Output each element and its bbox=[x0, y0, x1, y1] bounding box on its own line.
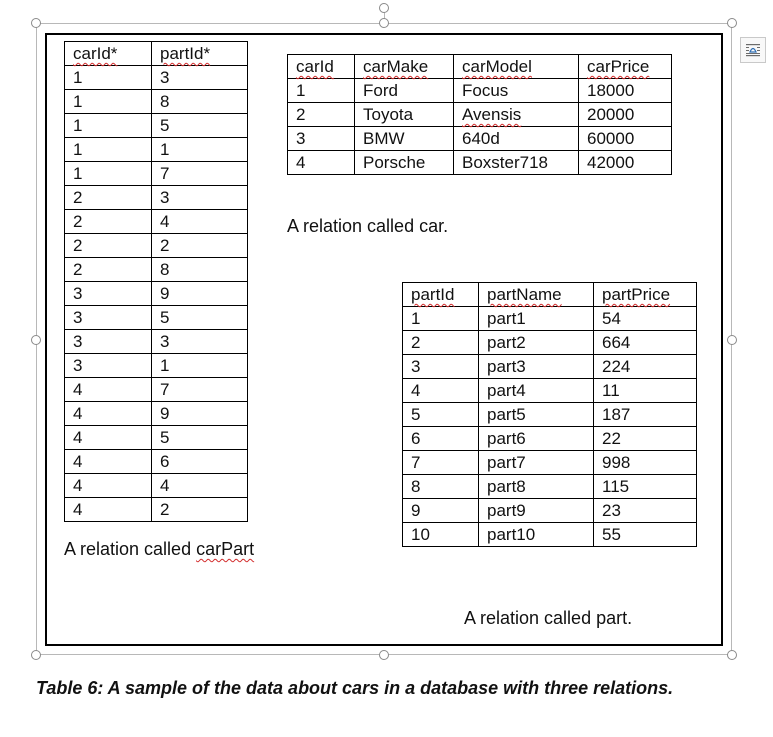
cell-text: part5 bbox=[487, 405, 526, 424]
table-cell bbox=[65, 282, 152, 306]
cell-text: 5 bbox=[160, 428, 170, 447]
cell-text: Boxster718 bbox=[462, 153, 548, 172]
table-cell bbox=[594, 355, 697, 379]
cell-text: 7 bbox=[411, 453, 421, 472]
carpart-caption: A relation called carPart bbox=[64, 539, 255, 559]
table-cell bbox=[579, 127, 672, 151]
column-header: partId bbox=[403, 283, 479, 307]
cell-text: 187 bbox=[602, 405, 631, 424]
cell-text: 2 bbox=[296, 105, 306, 124]
table-row bbox=[65, 90, 248, 114]
cell-text: 2 bbox=[73, 212, 83, 231]
table-cell bbox=[65, 66, 152, 90]
cell-text: 8 bbox=[160, 92, 170, 111]
resize-handle-top-right[interactable] bbox=[727, 18, 737, 28]
table-cell bbox=[594, 427, 697, 451]
cell-text: BMW bbox=[363, 129, 405, 148]
table-cell bbox=[479, 451, 594, 475]
cell-text: part9 bbox=[487, 501, 526, 520]
cell-text: Focus bbox=[462, 81, 509, 100]
cell-text: 8 bbox=[411, 477, 421, 496]
cell-text: 4 bbox=[296, 153, 306, 172]
table-cell bbox=[152, 426, 248, 450]
table-cell bbox=[65, 90, 152, 114]
table-row bbox=[65, 210, 248, 234]
cell-text: 3 bbox=[160, 332, 170, 351]
cell-text: 2 bbox=[160, 500, 170, 519]
cell-text: 4 bbox=[73, 428, 83, 447]
table-cell bbox=[152, 330, 248, 354]
table-cell bbox=[152, 402, 248, 426]
table-row bbox=[65, 114, 248, 138]
cell-text: 640d bbox=[462, 129, 500, 148]
table-cell bbox=[152, 138, 248, 162]
cell-text: 1 bbox=[73, 92, 83, 111]
cell-text: 5 bbox=[411, 405, 421, 424]
table-cell bbox=[479, 427, 594, 451]
part-table bbox=[402, 282, 697, 547]
table-row bbox=[65, 330, 248, 354]
cell-text: 664 bbox=[602, 333, 631, 352]
table-cell bbox=[65, 498, 152, 522]
cell-text: 2 bbox=[160, 236, 170, 255]
cell-text: 5 bbox=[160, 308, 170, 327]
table-cell bbox=[403, 331, 479, 355]
table-header-row bbox=[403, 283, 697, 307]
table-cell bbox=[479, 307, 594, 331]
table-row bbox=[403, 475, 697, 499]
column-header: partPrice bbox=[594, 283, 697, 307]
cell-text: 6 bbox=[411, 429, 421, 448]
table-cell bbox=[479, 523, 594, 547]
table-cell bbox=[579, 103, 672, 127]
resize-handle-bottom-right[interactable] bbox=[727, 650, 737, 660]
cell-text: 1 bbox=[296, 81, 306, 100]
resize-handle-top-left[interactable] bbox=[31, 18, 41, 28]
table-cell bbox=[65, 138, 152, 162]
table-cell bbox=[579, 79, 672, 103]
cell-text: part7 bbox=[487, 453, 526, 472]
cell-text: 3 bbox=[73, 356, 83, 375]
table-cell bbox=[65, 258, 152, 282]
table-cell bbox=[152, 66, 248, 90]
resize-handle-left[interactable] bbox=[31, 335, 41, 345]
table-cell bbox=[152, 378, 248, 402]
cell-text: part3 bbox=[487, 357, 526, 376]
table-cell bbox=[152, 186, 248, 210]
car-caption: A relation called car. bbox=[287, 216, 449, 236]
cell-text: 4 bbox=[73, 500, 83, 519]
table-cell bbox=[479, 379, 594, 403]
table-cell bbox=[152, 258, 248, 282]
table-cell bbox=[594, 523, 697, 547]
table-row bbox=[65, 378, 248, 402]
table-cell bbox=[479, 403, 594, 427]
table-row bbox=[403, 307, 697, 331]
cell-text: 3 bbox=[73, 284, 83, 303]
table-row bbox=[65, 162, 248, 186]
table-cell bbox=[594, 379, 697, 403]
column-header: carId* bbox=[65, 42, 152, 66]
cell-text: 1 bbox=[73, 140, 83, 159]
cell-text: 55 bbox=[602, 525, 621, 544]
cell-text: Toyota bbox=[363, 105, 414, 124]
table-header-row bbox=[288, 55, 672, 79]
cell-text: 4 bbox=[73, 404, 83, 423]
table-cell bbox=[454, 151, 579, 175]
cell-text: 1 bbox=[160, 140, 170, 159]
cell-text: 3 bbox=[411, 357, 421, 376]
rotation-handle[interactable] bbox=[379, 3, 389, 13]
column-header: partId* bbox=[152, 42, 248, 66]
table-cell bbox=[65, 378, 152, 402]
table-row bbox=[65, 138, 248, 162]
table-cell bbox=[152, 474, 248, 498]
table-cell bbox=[288, 151, 355, 175]
table-row bbox=[288, 79, 672, 103]
part-caption: A relation called part. bbox=[464, 608, 633, 628]
table-cell bbox=[594, 451, 697, 475]
layout-options-button[interactable] bbox=[740, 37, 766, 63]
table-cell bbox=[65, 186, 152, 210]
table-row bbox=[403, 331, 697, 355]
cell-text: 2 bbox=[73, 260, 83, 279]
column-header: carPrice bbox=[579, 55, 672, 79]
table-cell bbox=[403, 403, 479, 427]
cell-text: 115 bbox=[602, 477, 630, 496]
column-header: carMake bbox=[355, 55, 454, 79]
table-row bbox=[65, 234, 248, 258]
table-cell bbox=[479, 475, 594, 499]
column-header: carId bbox=[288, 55, 355, 79]
cell-text: part4 bbox=[487, 381, 526, 400]
table-row bbox=[403, 403, 697, 427]
table-cell bbox=[65, 234, 152, 258]
table-cell bbox=[152, 306, 248, 330]
table-row bbox=[403, 427, 697, 451]
resize-handle-bottom[interactable] bbox=[379, 650, 389, 660]
table-cell bbox=[594, 307, 697, 331]
cell-text: 4 bbox=[160, 212, 170, 231]
table-cell bbox=[355, 151, 454, 175]
cell-text: 3 bbox=[73, 308, 83, 327]
cell-text: 5 bbox=[160, 116, 170, 135]
table-row bbox=[288, 151, 672, 175]
cell-text: 42000 bbox=[587, 153, 635, 172]
table-cell bbox=[403, 355, 479, 379]
table-row bbox=[288, 103, 672, 127]
table-cell bbox=[152, 162, 248, 186]
cell-text: 7 bbox=[160, 164, 170, 183]
car-table bbox=[287, 54, 672, 175]
table-cell bbox=[403, 451, 479, 475]
cell-text: 2 bbox=[411, 333, 421, 352]
table-cell bbox=[479, 355, 594, 379]
cell-text: 60000 bbox=[587, 129, 635, 148]
cell-text: 2 bbox=[73, 236, 83, 255]
cell-text: 8 bbox=[160, 260, 170, 279]
table-cell bbox=[403, 379, 479, 403]
table-row bbox=[403, 499, 697, 523]
cell-text: 23 bbox=[602, 501, 621, 520]
table-cell bbox=[579, 151, 672, 175]
table-cell bbox=[288, 127, 355, 151]
resize-handle-right[interactable] bbox=[727, 335, 737, 345]
table-row bbox=[288, 127, 672, 151]
table-row bbox=[65, 498, 248, 522]
cell-text: Porsche bbox=[363, 153, 426, 172]
table-cell bbox=[479, 331, 594, 355]
table-cell bbox=[403, 427, 479, 451]
cell-text: 224 bbox=[602, 357, 631, 376]
cell-text: part6 bbox=[487, 429, 526, 448]
cell-text: part10 bbox=[487, 525, 536, 544]
table-cell bbox=[355, 127, 454, 151]
cell-text: 1 bbox=[411, 309, 421, 328]
table-cell bbox=[355, 103, 454, 127]
table-cell bbox=[152, 450, 248, 474]
cell-text: 1 bbox=[160, 356, 170, 375]
table-row bbox=[65, 474, 248, 498]
table-cell bbox=[454, 103, 579, 127]
cell-text: 11 bbox=[602, 381, 620, 400]
cell-text: 4 bbox=[73, 476, 83, 495]
table-row bbox=[65, 426, 248, 450]
table-cell bbox=[65, 330, 152, 354]
table-cell bbox=[454, 127, 579, 151]
cell-text: 2 bbox=[73, 188, 83, 207]
cell-text: 22 bbox=[602, 429, 621, 448]
table-cell bbox=[288, 79, 355, 103]
table-row bbox=[65, 402, 248, 426]
table-cell bbox=[65, 114, 152, 138]
table-cell bbox=[65, 306, 152, 330]
table-cell bbox=[65, 426, 152, 450]
resize-handle-bottom-left[interactable] bbox=[31, 650, 41, 660]
cell-text: 10 bbox=[411, 525, 430, 544]
column-header: carModel bbox=[454, 55, 579, 79]
table-cell bbox=[65, 474, 152, 498]
car-table-body bbox=[288, 79, 672, 175]
cell-text: 4 bbox=[73, 380, 83, 399]
cell-text: 3 bbox=[296, 129, 306, 148]
table-row bbox=[65, 450, 248, 474]
cell-text: 1 bbox=[73, 164, 83, 183]
cell-text: part2 bbox=[487, 333, 526, 352]
cell-text: 9 bbox=[411, 501, 421, 520]
table-row bbox=[65, 66, 248, 90]
cell-text: Ford bbox=[363, 81, 398, 100]
table-cell bbox=[152, 354, 248, 378]
cell-text: 18000 bbox=[587, 81, 635, 100]
table-row bbox=[403, 451, 697, 475]
table-cell bbox=[594, 331, 697, 355]
layout-options-icon bbox=[745, 42, 761, 58]
cell-text: 54 bbox=[602, 309, 621, 328]
cell-text: 3 bbox=[73, 332, 83, 351]
table-cell bbox=[403, 307, 479, 331]
table-cell bbox=[65, 210, 152, 234]
carpart-table bbox=[64, 41, 248, 522]
table-cell bbox=[403, 499, 479, 523]
table-row bbox=[65, 186, 248, 210]
cell-text: 9 bbox=[160, 404, 170, 423]
table-row bbox=[65, 306, 248, 330]
column-header: partName bbox=[479, 283, 594, 307]
cell-text: 4 bbox=[73, 452, 83, 471]
table-cell bbox=[152, 114, 248, 138]
table-cell bbox=[355, 79, 454, 103]
cell-text: 3 bbox=[160, 68, 170, 87]
table-cell bbox=[454, 79, 579, 103]
table-cell bbox=[65, 162, 152, 186]
table-row bbox=[65, 282, 248, 306]
table-row bbox=[65, 354, 248, 378]
cell-text: 7 bbox=[160, 380, 170, 399]
table-cell bbox=[152, 90, 248, 114]
cell-text: 1 bbox=[73, 68, 83, 87]
table-row bbox=[403, 355, 697, 379]
table-cell bbox=[65, 402, 152, 426]
table-row bbox=[403, 523, 697, 547]
figure-caption: Table 6: A sample of the data about cars in a database with three relations. bbox=[36, 678, 674, 698]
carpart-table-body bbox=[65, 66, 248, 522]
table-cell bbox=[152, 498, 248, 522]
table-cell bbox=[65, 354, 152, 378]
cell-text: 4 bbox=[160, 476, 170, 495]
table-cell bbox=[152, 234, 248, 258]
cell-text: part1 bbox=[487, 309, 526, 328]
cell-text: 1 bbox=[73, 116, 83, 135]
cell-text: part8 bbox=[487, 477, 526, 496]
table-cell bbox=[65, 450, 152, 474]
cell-text: 998 bbox=[602, 453, 631, 472]
cell-text: Avensis bbox=[462, 105, 522, 124]
cell-text: 4 bbox=[411, 381, 421, 400]
cell-text: 6 bbox=[160, 452, 170, 471]
table-cell bbox=[594, 475, 697, 499]
table-cell bbox=[403, 475, 479, 499]
cell-text: 3 bbox=[160, 188, 170, 207]
resize-handle-top[interactable] bbox=[379, 18, 389, 28]
table-cell bbox=[479, 499, 594, 523]
table-cell bbox=[288, 103, 355, 127]
table-cell bbox=[594, 403, 697, 427]
table-header-row bbox=[65, 42, 248, 66]
table-cell bbox=[152, 282, 248, 306]
cell-text: 9 bbox=[160, 284, 170, 303]
table-cell bbox=[594, 499, 697, 523]
table-row bbox=[403, 379, 697, 403]
table-cell bbox=[152, 210, 248, 234]
cell-text: 20000 bbox=[587, 105, 635, 124]
table-cell bbox=[403, 523, 479, 547]
part-table-body bbox=[403, 307, 697, 547]
table-row bbox=[65, 258, 248, 282]
